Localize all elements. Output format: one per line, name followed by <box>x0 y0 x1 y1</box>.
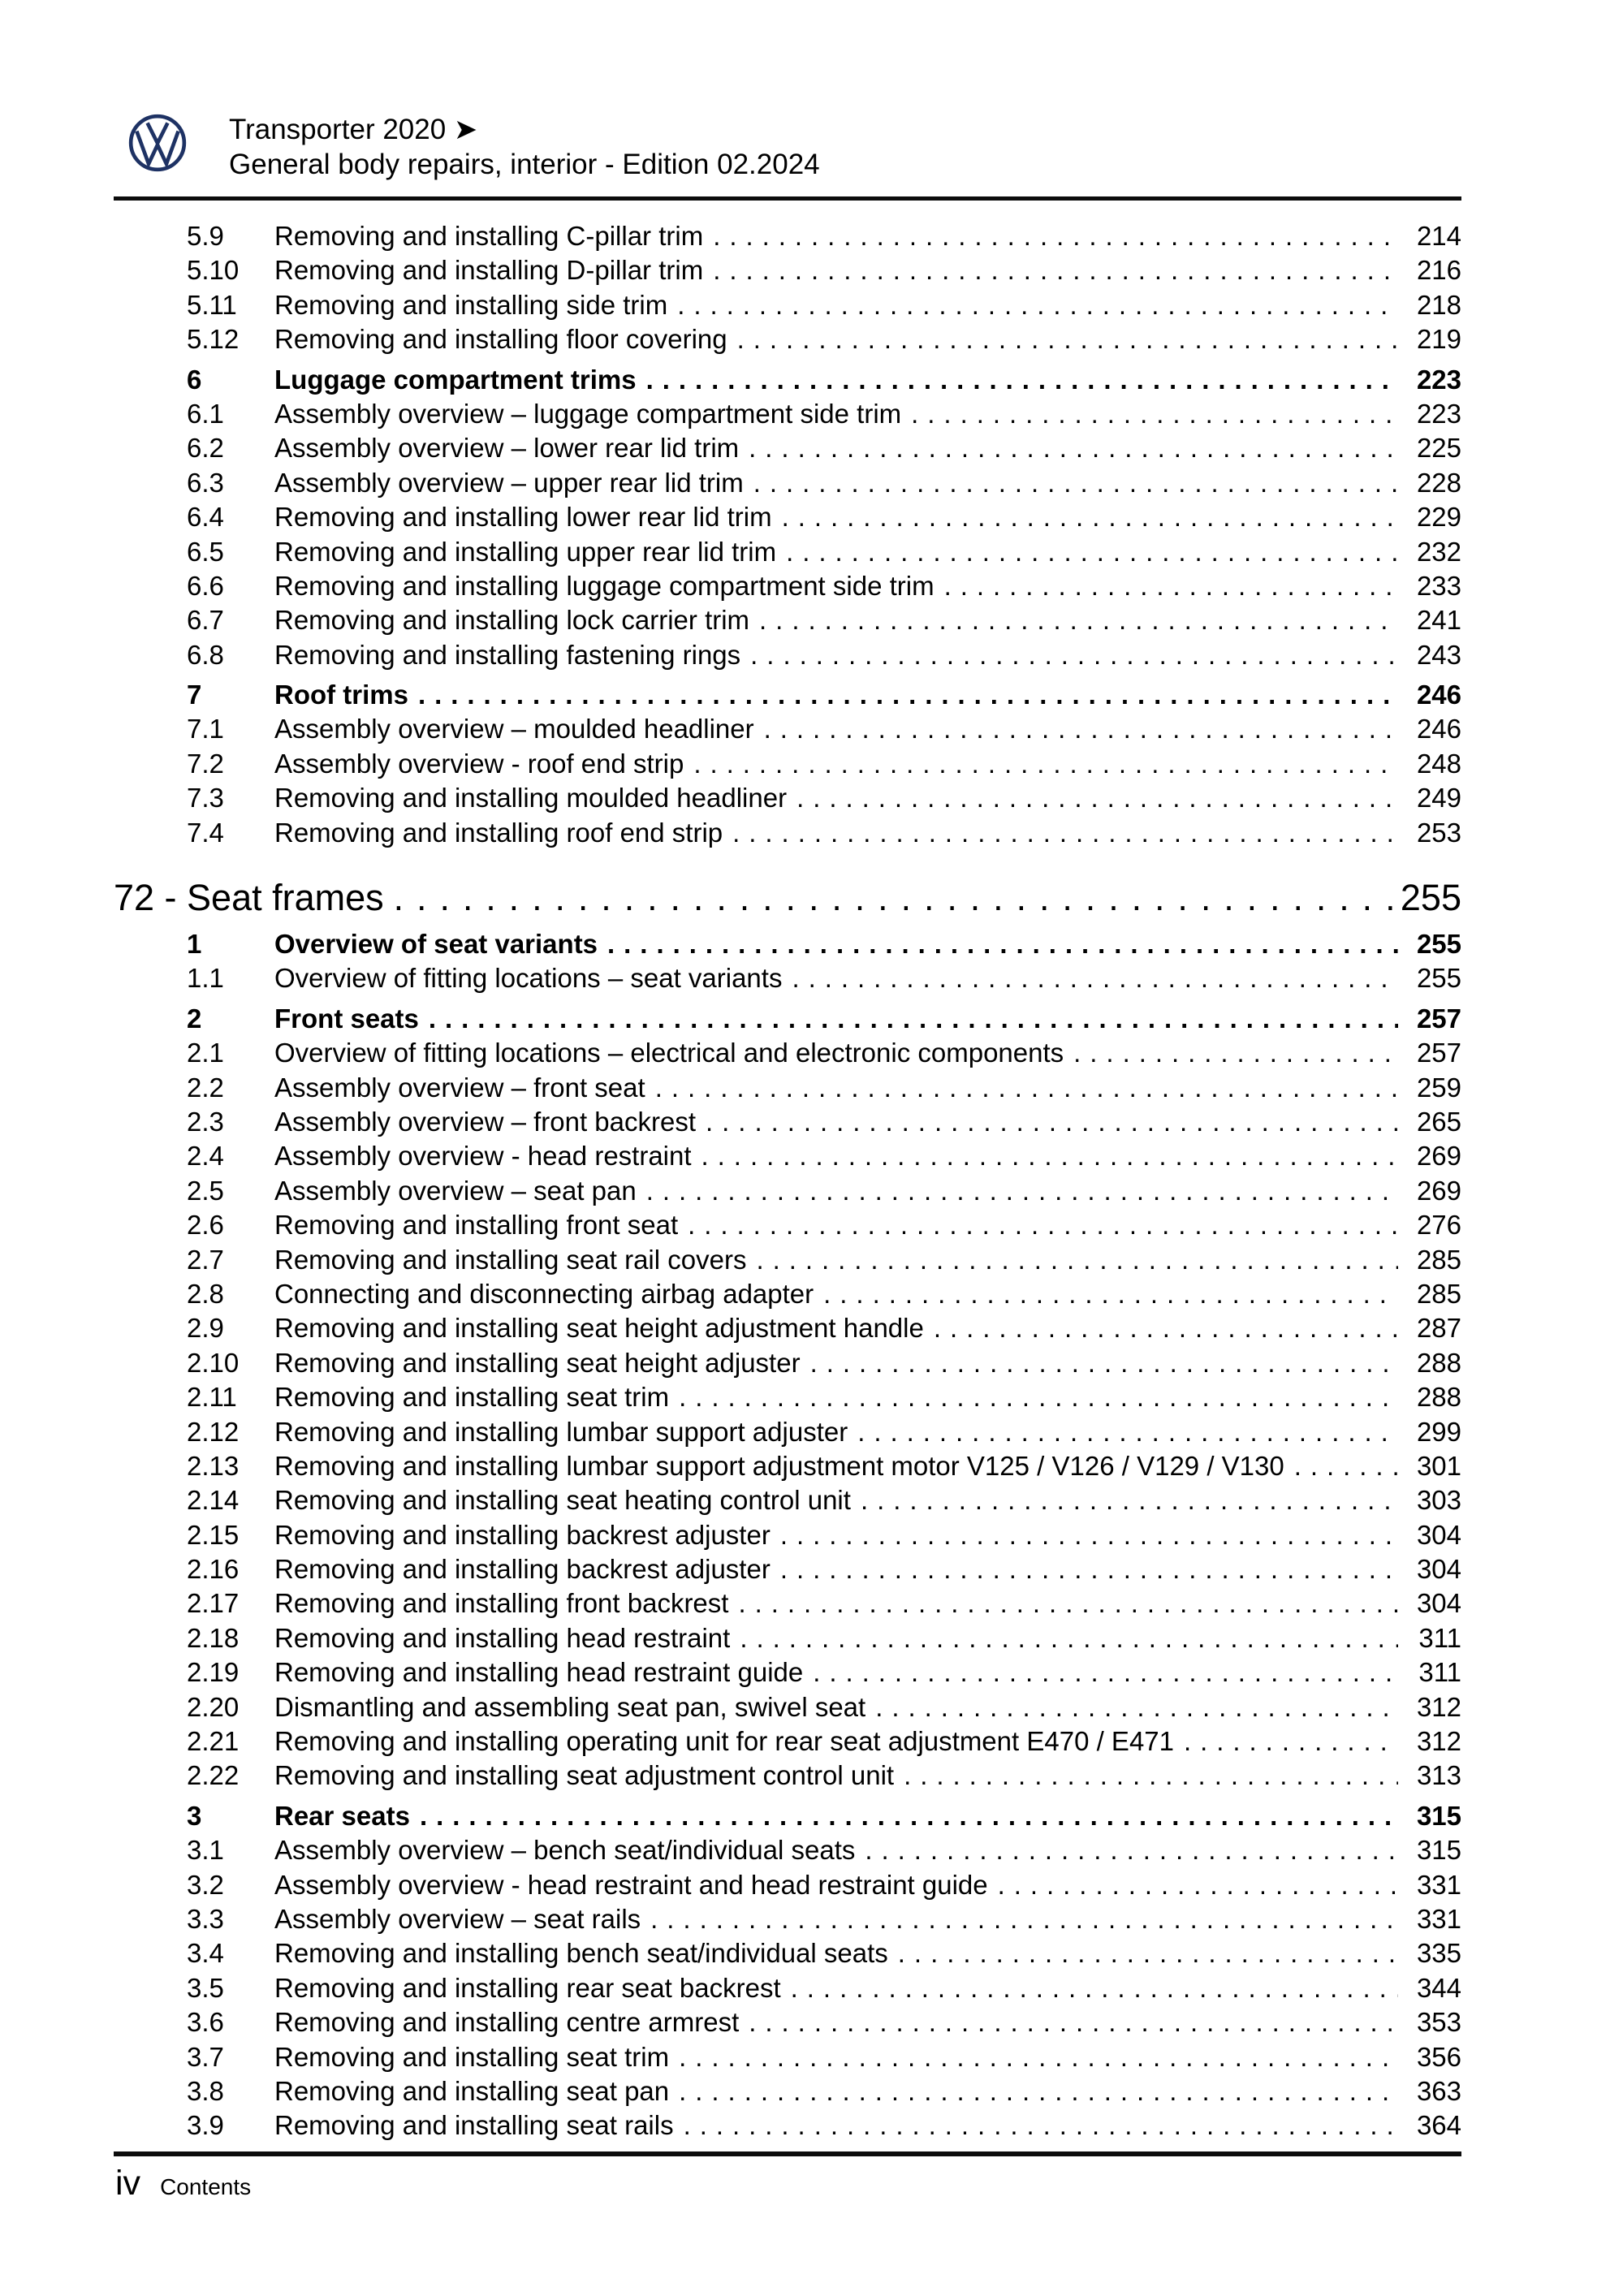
toc-entry <box>114 680 1461 714</box>
toc-entry-title: Removing and installing roof end strip <box>274 817 723 848</box>
toc-entry <box>114 1870 1461 1904</box>
toc-entry-page: 315 <box>1416 1835 1461 1866</box>
toc-entry-title: Rear seats <box>274 1800 410 1831</box>
toc-entry-number: 2.4 <box>187 1141 224 1172</box>
toc-entry-number: 2.20 <box>187 1691 240 1722</box>
toc-entry-number: 1 <box>187 929 202 960</box>
toc-entry-page: 255 <box>1416 929 1461 960</box>
toc-entry-number: 6.4 <box>187 502 224 533</box>
dot-leader <box>645 1072 1398 1103</box>
dot-leader <box>1064 1038 1398 1068</box>
toc-entry <box>114 1003 1461 1038</box>
dot-leader <box>988 1870 1398 1901</box>
toc-entry-number: 2.6 <box>187 1210 224 1241</box>
toc-entry-title: Removing and installing lock carrier trim <box>274 605 750 636</box>
toc-entry-number: 2.18 <box>187 1622 240 1653</box>
toc-entry-number: 5.12 <box>187 324 240 355</box>
toc-entry <box>114 468 1461 502</box>
dot-leader <box>728 1588 1398 1619</box>
dot-leader <box>1284 1451 1398 1482</box>
toc-entry-page: 253 <box>1416 817 1461 848</box>
toc-entry-number: 7.3 <box>187 783 224 814</box>
toc-entry <box>114 290 1461 324</box>
toc-entry-title: Removing and installing C-pillar trim <box>274 221 704 251</box>
dot-leader <box>851 1485 1398 1516</box>
toc-entry-page: 364 <box>1416 2110 1461 2141</box>
toc-entry <box>114 749 1461 783</box>
toc-entry-page: 246 <box>1416 714 1461 744</box>
dot-leader <box>674 2110 1398 2141</box>
toc-entry-page: 259 <box>1416 1072 1461 1103</box>
dot-leader <box>419 1003 1398 1034</box>
toc-entry-title: Front seats <box>274 1003 419 1034</box>
toc-entry <box>114 1554 1461 1588</box>
toc-entry-page: 285 <box>1416 1278 1461 1309</box>
toc-entry-page: 229 <box>1416 502 1461 533</box>
dot-leader <box>727 324 1398 355</box>
toc-entry-number: 3.9 <box>187 2110 224 2141</box>
toc-entry-number: 2.8 <box>187 1278 224 1309</box>
page-header <box>114 112 1461 182</box>
toc-entry-title: Overview of fitting locations – electrical and electronic components <box>274 1038 1064 1068</box>
toc-entry <box>114 537 1461 571</box>
toc-entry-title: Assembly overview – front backrest <box>274 1106 697 1137</box>
toc-entry-number: 3.2 <box>187 1869 224 1900</box>
toc-entry-page: 356 <box>1416 2041 1461 2072</box>
toc-entry-title: Removing and installing floor covering <box>274 324 727 355</box>
toc-entry-page: 232 <box>1416 536 1461 567</box>
toc-entry <box>114 1141 1461 1175</box>
toc-entry <box>114 1382 1461 1416</box>
toc-entry-page: 304 <box>1416 1588 1461 1619</box>
dot-leader <box>637 365 1398 395</box>
dot-leader <box>410 1801 1398 1832</box>
toc-entry <box>114 1451 1461 1485</box>
toc-entry-title: Removing and installing seat trim <box>274 2041 670 2072</box>
dot-leader <box>740 640 1398 671</box>
toc-entry-title: Connecting and disconnecting airbag adapter <box>274 1278 814 1309</box>
toc-entry <box>114 1107 1461 1141</box>
toc-entry-page: 285 <box>1416 1244 1461 1275</box>
toc-entry-number: 2.10 <box>187 1347 240 1378</box>
toc-entry <box>114 1038 1461 1072</box>
toc-entry-page: 331 <box>1416 1869 1461 1900</box>
toc-entry-number: 6.7 <box>187 605 224 636</box>
toc-entry-number: 5.10 <box>187 255 240 286</box>
toc-entry-page: 288 <box>1416 1382 1461 1413</box>
toc-entry-number: 3.6 <box>187 2007 224 2038</box>
toc-entry-page: 312 <box>1416 1691 1461 1722</box>
dot-leader <box>744 468 1398 498</box>
edition-line: General body repairs, interior - Edition 02.2024 <box>229 149 820 180</box>
toc-entry <box>114 963 1461 997</box>
toc-entry-title: Removing and installing lumbar support adjustment motor V125 / V126 / V129 / V130 <box>274 1450 1284 1481</box>
toc-entry-title: Removing and installing upper rear lid trim <box>274 536 777 567</box>
toc-entry-title: Removing and installing bench seat/individual seats <box>274 1938 888 1969</box>
header-text <box>229 112 1461 182</box>
toc-entry <box>114 1588 1461 1622</box>
toc-entry-title: Assembly overview – upper rear lid trim <box>274 467 744 498</box>
toc-entry-number: 2.16 <box>187 1554 240 1585</box>
toc-entry-title: Removing and installing head restraint guide <box>274 1657 804 1688</box>
toc-entry-title: Assembly overview - head restraint and head restraint guide <box>274 1869 988 1900</box>
toc-entry-title: Removing and installing seat height adjustment handle <box>274 1313 924 1344</box>
toc-entry-page: 335 <box>1416 1938 1461 1969</box>
toc-entry-number: 5.9 <box>187 221 224 251</box>
dot-leader <box>781 1973 1398 2004</box>
toc-entry-number: 3.1 <box>187 1835 224 1866</box>
toc-entry-page: 363 <box>1416 2075 1461 2106</box>
toc-entry <box>114 365 1461 399</box>
toc-entry-page: 223 <box>1416 364 1461 395</box>
dot-leader <box>770 1554 1398 1585</box>
toc-entry-page: 269 <box>1416 1141 1461 1172</box>
toc-entry <box>114 1623 1461 1657</box>
toc-entry-page: 276 <box>1416 1210 1461 1241</box>
toc-entry-title: Assembly overview – seat pan <box>274 1175 637 1206</box>
dot-leader <box>667 290 1398 321</box>
toc-entry-number: 2.1 <box>187 1038 224 1068</box>
toc-entry-number: 2.11 <box>187 1382 237 1413</box>
toc-entry-title: Luggage compartment trims <box>274 364 637 395</box>
toc-entry-number: 7 <box>187 680 202 710</box>
toc-entry-page: 313 <box>1416 1760 1461 1791</box>
toc-entry-number: 2.7 <box>187 1244 224 1275</box>
toc-entry-title: Removing and installing seat heating control unit <box>274 1485 851 1516</box>
toc-entry-title: Assembly overview – moulded headliner <box>274 714 754 744</box>
toc-entry-page: 265 <box>1416 1106 1461 1137</box>
toc-entry-title: Assembly overview – lower rear lid trim <box>274 433 740 464</box>
toc-entry-title: Assembly overview – luggage compartment side trim <box>274 398 902 429</box>
dot-leader <box>855 1835 1398 1866</box>
footer-contents-label: Contents <box>160 2174 252 2199</box>
toc-entry-number: 6.3 <box>187 467 224 498</box>
toc-entry-number: 3.3 <box>187 1903 224 1934</box>
dot-leader <box>703 255 1398 286</box>
toc-entry-title: Removing and installing backrest adjuster <box>274 1554 770 1585</box>
toc-entry-page: 315 <box>1416 1800 1461 1831</box>
toc-entry <box>114 2042 1461 2076</box>
toc-entry-number: 2.17 <box>187 1588 240 1619</box>
toc-entry-page: 248 <box>1416 748 1461 779</box>
toc-entry-page: 311 <box>1418 1657 1461 1688</box>
dot-leader <box>776 537 1398 568</box>
toc-entry-number: 2.19 <box>187 1657 240 1688</box>
toc-entry-number: 2.21 <box>187 1726 240 1757</box>
toc-entry <box>114 1313 1461 1347</box>
toc-entry-title: Removing and installing seat height adjuster <box>274 1347 801 1378</box>
toc-entry-number: 6 <box>187 364 202 395</box>
dot-leader <box>703 221 1398 252</box>
dot-leader <box>692 1141 1398 1172</box>
toc-entry-page: 303 <box>1416 1485 1461 1516</box>
toc-entry-title: Overview of seat variants <box>274 929 598 960</box>
toc-entry-page: 344 <box>1416 1972 1461 2003</box>
toc-entry <box>114 1760 1461 1794</box>
toc-entry <box>114 714 1461 748</box>
toc-entry <box>114 605 1461 639</box>
toc-entry-title: Removing and installing lumbar support adjuster <box>274 1416 848 1447</box>
dot-leader <box>1174 1726 1398 1757</box>
toc-entry-page: 301 <box>1416 1450 1461 1481</box>
toc-entry-number: 5.11 <box>187 289 237 320</box>
dot-leader <box>669 1382 1398 1413</box>
toc-entry-title: Removing and installing centre armrest <box>274 2007 740 2038</box>
dot-leader <box>730 1623 1398 1654</box>
toc-entry-page: 228 <box>1416 467 1461 498</box>
toc-entry-page: 218 <box>1416 289 1461 320</box>
toc-entry-title: Assembly overview – front seat <box>274 1072 645 1103</box>
toc-entry-page: 311 <box>1418 1622 1461 1653</box>
toc-entry <box>114 221 1461 255</box>
toc-entry-page: 223 <box>1416 398 1461 429</box>
toc-entry-number: 6.1 <box>187 398 224 429</box>
toc-entry-page: 312 <box>1416 1726 1461 1757</box>
toc-entry-number: 2.15 <box>187 1519 240 1550</box>
dot-leader <box>641 1904 1398 1935</box>
toc-entry <box>114 1348 1461 1382</box>
toc-entry-number: 2.12 <box>187 1416 240 1447</box>
toc-entry <box>114 1485 1461 1519</box>
dot-leader <box>669 2076 1398 2107</box>
toc-entry-page: 257 <box>1416 1038 1461 1068</box>
dot-leader <box>901 399 1398 429</box>
toc-entry <box>114 1692 1461 1726</box>
toc-entry-title: Removing and installing seat trim <box>274 1382 670 1413</box>
dot-leader <box>801 1348 1398 1379</box>
footer-page-number: iv <box>115 2164 141 2203</box>
toc-entry-number: 2.22 <box>187 1760 240 1791</box>
toc-entry-page: 331 <box>1416 1903 1461 1934</box>
toc-entry <box>114 255 1461 289</box>
toc-entry-number: 2.14 <box>187 1485 240 1516</box>
toc-entry-number: 3.4 <box>187 1938 224 1969</box>
toc-entry-title: 72 - Seat frames <box>114 877 384 919</box>
toc-entry <box>114 640 1461 674</box>
toc-entry <box>114 1726 1461 1760</box>
toc-entry <box>114 1801 1461 1835</box>
toc-entry <box>114 1520 1461 1554</box>
model-line: Transporter 2020 ➤ <box>229 114 478 145</box>
toc-entry-page: 219 <box>1416 324 1461 355</box>
dot-leader <box>637 1176 1398 1206</box>
toc-entry-number: 3 <box>187 1800 202 1831</box>
toc-entry <box>114 502 1461 536</box>
toc-entry <box>114 1072 1461 1107</box>
toc-entry-page: 246 <box>1416 680 1461 710</box>
toc-entry-page: 304 <box>1416 1519 1461 1550</box>
toc-entry <box>114 1938 1461 1972</box>
dot-leader <box>935 571 1398 602</box>
page-footer <box>115 2166 251 2201</box>
toc-entry-page: 233 <box>1416 570 1461 601</box>
dot-leader <box>865 1692 1398 1723</box>
toc-entry-title: Assembly overview - roof end strip <box>274 748 684 779</box>
dot-leader <box>787 783 1398 814</box>
toc-entry <box>114 2110 1461 2144</box>
toc-entry <box>114 818 1461 852</box>
dot-leader <box>848 1417 1398 1448</box>
dot-leader <box>598 929 1398 960</box>
dot-leader <box>746 1245 1398 1275</box>
toc-entry-title: Removing and installing lower rear lid trim <box>274 502 772 533</box>
dot-leader <box>888 1938 1398 1969</box>
dot-leader <box>384 877 1398 919</box>
toc-entry <box>114 1245 1461 1279</box>
dot-leader <box>669 2042 1398 2073</box>
dot-leader <box>803 1657 1398 1688</box>
dot-leader <box>739 433 1398 464</box>
toc-entry-title: Removing and installing seat adjustment control unit <box>274 1760 895 1791</box>
toc-entry-title: Removing and installing fastening rings <box>274 639 741 670</box>
toc-entry-number: 7.2 <box>187 748 224 779</box>
toc-entry <box>114 929 1461 963</box>
toc-entry <box>114 1279 1461 1313</box>
dot-leader <box>408 680 1398 710</box>
toc-entry-title: Removing and installing D-pillar trim <box>274 255 704 286</box>
toc-entry <box>114 1210 1461 1244</box>
toc-entry-title: Removing and installing rear seat backrest <box>274 1972 781 2003</box>
toc-entry <box>114 1176 1461 1210</box>
dot-leader <box>770 1520 1398 1551</box>
toc-entry-page: 353 <box>1416 2007 1461 2038</box>
toc-entry <box>114 1904 1461 1938</box>
toc-entry <box>114 1417 1461 1451</box>
dot-leader <box>723 818 1398 848</box>
toc-entry-number: 2.3 <box>187 1106 224 1137</box>
dot-leader <box>782 963 1398 994</box>
dot-leader <box>678 1210 1398 1241</box>
toc-entry-number: 2.9 <box>187 1313 224 1344</box>
dot-leader <box>696 1107 1398 1137</box>
toc-entry-number: 6.8 <box>187 639 224 670</box>
toc-entry-number: 2.5 <box>187 1175 224 1206</box>
toc-entry <box>114 433 1461 467</box>
toc-entry <box>114 2007 1461 2041</box>
toc-entry-page: 287 <box>1416 1313 1461 1344</box>
footer-rule <box>114 2151 1461 2156</box>
toc-entry-number: 7.4 <box>187 817 224 848</box>
toc-entry <box>114 399 1461 433</box>
toc-entry <box>114 877 1461 921</box>
toc-entry-page: 269 <box>1416 1175 1461 1206</box>
toc-entry-title: Removing and installing backrest adjuster <box>274 1519 770 1550</box>
toc-entry-title: Removing and installing head restraint <box>274 1622 731 1653</box>
toc-entry-number: 6.6 <box>187 570 224 601</box>
toc-entry-number: 2.13 <box>187 1450 240 1481</box>
toc-entry <box>114 324 1461 358</box>
toc-entry-title: Removing and installing seat rail covers <box>274 1244 747 1275</box>
toc-entry-number: 6.2 <box>187 433 224 464</box>
toc-entry-title: Assembly overview - head restraint <box>274 1141 692 1172</box>
toc-entry <box>114 783 1461 817</box>
toc-entry-number: 6.5 <box>187 536 224 567</box>
toc-entry-title: Overview of fitting locations – seat variants <box>274 963 783 994</box>
toc-entry-title: Removing and installing side trim <box>274 289 668 320</box>
toc-entry-number: 1.1 <box>187 963 224 994</box>
toc-entry-page: 214 <box>1416 221 1461 251</box>
toc-entry-title: Removing and installing front seat <box>274 1210 679 1241</box>
toc-entry-title: Removing and installing front backrest <box>274 1588 729 1619</box>
toc-entry-number: 2 <box>187 1003 202 1034</box>
toc-entry-title: Removing and installing luggage compartment side trim <box>274 570 935 601</box>
toc-entry-title: Dismantling and assembling seat pan, swivel seat <box>274 1691 866 1722</box>
dot-leader <box>754 714 1398 744</box>
toc-entry <box>114 1657 1461 1691</box>
vw-logo-icon <box>128 114 187 172</box>
toc-list <box>114 221 1461 2145</box>
toc-entry-title: Removing and installing seat rails <box>274 2110 674 2141</box>
toc-entry-title: Assembly overview – bench seat/individual seats <box>274 1835 856 1866</box>
toc-entry-number: 3.5 <box>187 1972 224 2003</box>
header-rule <box>114 196 1461 201</box>
toc-entry-page: 255 <box>1416 963 1461 994</box>
toc-entry <box>114 571 1461 605</box>
toc-entry-number: 3.7 <box>187 2041 224 2072</box>
dot-leader <box>924 1313 1398 1344</box>
dot-leader <box>739 2007 1398 2038</box>
toc-entry-page: 216 <box>1416 255 1461 286</box>
toc-entry-number: 7.1 <box>187 714 224 744</box>
dot-leader <box>894 1760 1398 1791</box>
dot-leader <box>814 1279 1398 1310</box>
toc-entry-page: 243 <box>1416 639 1461 670</box>
toc-entry <box>114 1973 1461 2007</box>
toc-entry-title: Removing and installing operating unit for rear seat adjustment E470 / E471 <box>274 1726 1174 1757</box>
toc-entry-title: Removing and installing moulded headliner <box>274 783 788 814</box>
toc-entry-page: 304 <box>1416 1554 1461 1585</box>
toc-entry-page: 257 <box>1416 1003 1461 1034</box>
toc-entry-page: 241 <box>1416 605 1461 636</box>
toc-entry-number: 3.8 <box>187 2075 224 2106</box>
dot-leader <box>684 749 1398 779</box>
toc-entry-number: 2.2 <box>187 1072 224 1103</box>
toc-entry-title: Assembly overview – seat rails <box>274 1903 641 1934</box>
toc-entry-page: 299 <box>1416 1416 1461 1447</box>
toc-entry-title: Removing and installing seat pan <box>274 2075 670 2106</box>
toc-entry <box>114 2076 1461 2110</box>
toc-entry-page: 288 <box>1416 1347 1461 1378</box>
toc-entry <box>114 1835 1461 1869</box>
toc-entry-title: Roof trims <box>274 680 408 710</box>
dot-leader <box>749 605 1398 636</box>
toc-entry-page: 249 <box>1416 783 1461 814</box>
toc-entry-page: 225 <box>1416 433 1461 464</box>
toc-entry-page: 255 <box>1400 877 1461 919</box>
dot-leader <box>772 502 1398 533</box>
